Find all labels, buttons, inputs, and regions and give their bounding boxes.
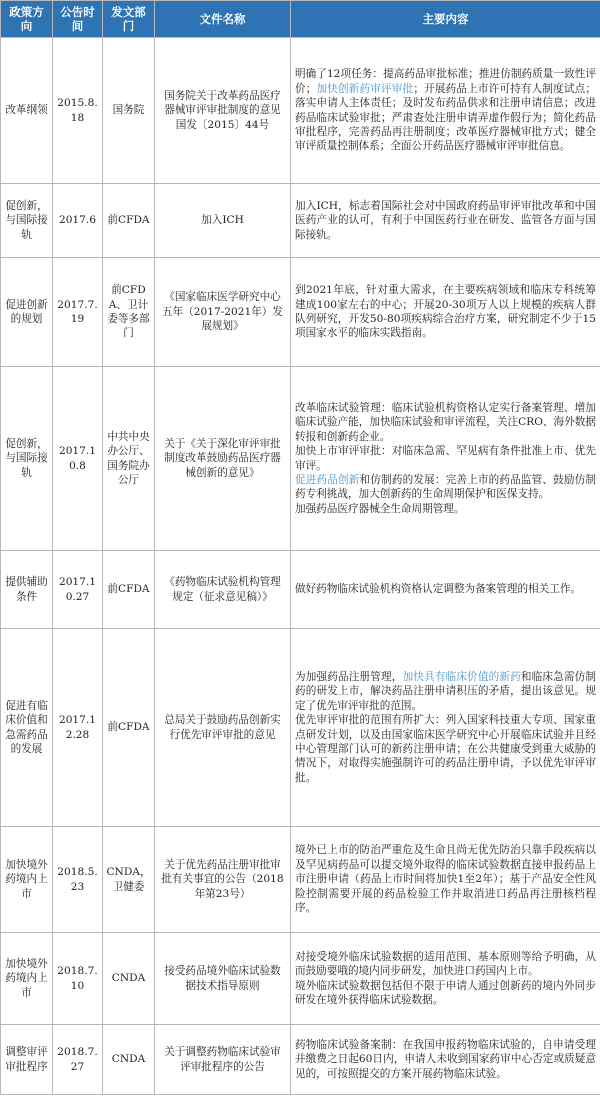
doc-cell: 总局关于鼓励药品创新实行优先审评审批的意见: [155, 629, 291, 827]
content-text: 境外临床试验数据包括但不限于申请人通过创新药的境内外同步研发在境外获得临床试验数据。: [295, 979, 596, 1006]
content-cell: [291, 367, 600, 551]
policy-cell: 改革纲领: [1, 38, 53, 184]
dept-cell: CNDA: [103, 933, 155, 1025]
content-text: ；开展药品上市许可持有人制度试点；落实申请人主体责任；及时发布药品供求和注册申请信息；改进药品临床试验审批；严肃查处注册申请弄虚作假行为；简化药品审批程序，完善药品再注册制度；改革医疗器械审批方式；健全审评质量控制体系；全面公开药品医疗器械审评审批信息。: [295, 82, 597, 153]
table-row: [1, 38, 600, 184]
highlighted-text: 加快具有临床价值的新药: [402, 670, 521, 683]
dept-cell: CNDA，卫健委: [103, 827, 155, 933]
dept-cell: 前CFDA: [103, 629, 155, 827]
table-row: [1, 933, 600, 1025]
table-row: [1, 827, 600, 933]
content-cell: [291, 258, 600, 367]
content-text: 境外已上市的防治严重危及生命且尚无优先防治只靠手段疾病以及罕见病药品可以提交境外取得的临床试验数据直接申报药品上市注册申请（药品上市时间将加快1至2年）；基于产品安全性风险控制需要开展的药品检验工作并取消进口药品再注册核档程序。: [295, 844, 596, 915]
content-cell: [291, 629, 600, 827]
highlighted-text: 加快创新药审评审批: [316, 82, 414, 95]
content-text: 为加强药品注册管理，: [295, 670, 403, 683]
policy-cell: 调整审评审批程序: [1, 1025, 53, 1095]
doc-cell: 加入ICH: [155, 184, 291, 258]
content-paragraph: [295, 979, 596, 1008]
doc-cell: 接受药品境外临床试验数据技术指导原则: [155, 933, 291, 1025]
header-policy-direction: 政策方向: [1, 1, 53, 38]
policy-cell: 促创新，与国际接轨: [1, 367, 53, 551]
table-row: [1, 258, 600, 367]
date-cell: 2017.7.19: [53, 258, 103, 367]
content-text: 和临床急需仿制药的研发上市，解决药品注册申请积压的矛盾，提出该意见。规定了优先审评审批的范围。: [295, 670, 597, 712]
content-cell: [291, 827, 600, 933]
dept-cell: 前CFDA、卫计委等多部门: [103, 258, 155, 367]
table-row: [1, 367, 600, 551]
doc-cell: 《药物临床试验机构管理规定（征求意见稿）》: [155, 551, 291, 629]
content-paragraph: [295, 502, 596, 516]
policy-cell: 加快境外药境内上市: [1, 827, 53, 933]
policy-cell: 促进有临床价值和急需药品的发展: [1, 629, 53, 827]
date-cell: 2017.12.28: [53, 629, 103, 827]
header-issuing-dept: 发文部门: [103, 1, 155, 38]
content-paragraph: [295, 473, 596, 502]
policy-cell: 促进创新的规划: [1, 258, 53, 367]
date-cell: 2018.5.23: [53, 827, 103, 933]
content-paragraph: [295, 670, 596, 713]
highlighted-text: 促进药品创新: [295, 473, 360, 486]
date-cell: 2018.7.27: [53, 1025, 103, 1095]
table-header-row: [1, 1, 600, 38]
content-text: 明确了12项任务：提高药品审批标准；推进仿制药质量一致性评价；: [295, 68, 596, 95]
content-paragraph: [295, 283, 596, 341]
doc-cell: 《国家临床医学研究中心五年（2017-2021年）发展规划》: [155, 258, 291, 367]
content-cell: [291, 551, 600, 629]
content-cell: [291, 933, 600, 1025]
date-cell: 2017.10.8: [53, 367, 103, 551]
policy-cell: 加快境外药境内上市: [1, 933, 53, 1025]
date-cell: 2017.10.27: [53, 551, 103, 629]
content-text: 和仿制药的发展：完善上市的药品监管、鼓励仿制药专利挑战，加大创新药的生命周期保护和医保支持。: [295, 473, 597, 501]
content-cell: [291, 38, 600, 184]
content-paragraph: [295, 713, 596, 785]
doc-cell: 关于调整药物临床试验审评审批程序的公告: [155, 1025, 291, 1095]
header-main-content: 主要内容: [291, 1, 600, 38]
content-text: 改革临床试验管理：临床试验机构资格认定实行备案管理、增加临床试验产能，加快临床试验和审评流程，关注CRO、海外数据转报和创新药企业。: [295, 401, 596, 443]
doc-cell: 国务院关于改革药品医疗器械审评审批制度的意见国发〔2015〕44号: [155, 38, 291, 184]
content-text: 到2021年底，针对重大需求，在主要疾病领域和临床专科统筹建成100家左右的中心；开展20-30项万人以上规模的疾病人群队列研究，开发50-80项疾病综合治疗方案，研究制定不少于15项国家水平的临床实践指南。: [295, 284, 596, 340]
dept-cell: 前CFDA: [103, 184, 155, 258]
content-text: 优先审评审批的范围有所扩大：列入国家科技重大专项、国家重点研发计划，以及由国家临床医学研究中心开展临床试验并且经中心管理部门认可的新药注册申请；在公共健康受到重大威胁的情况下，对取得实施强制许可的药品注册申请，予以优先审评审批。: [295, 714, 596, 784]
header-document-name: 文件名称: [155, 1, 291, 38]
doc-cell: 关于优先药品注册审批审批有关事宜的公告（2018年第23号）: [155, 827, 291, 933]
date-cell: 2017.6: [53, 184, 103, 258]
content-paragraph: [295, 67, 596, 153]
content-paragraph: [295, 950, 596, 979]
dept-cell: 中共中央办公厅、国务院办公厅: [103, 367, 155, 551]
content-text: 做好药物临床试验机构资格认定调整为备案管理的相关工作。: [295, 583, 582, 596]
content-text: 药物临床试验备案制：在我国申报药物临床试验的，自申请受理并缴费之日起60日内，申请人未收到国家药审中心否定或质疑意见的，可按照提交的方案开展药物临床试验。: [295, 1038, 596, 1080]
policy-cell: 促创新，与国际接轨: [1, 184, 53, 258]
policy-cell: 提供辅助条件: [1, 551, 53, 629]
content-paragraph: [295, 444, 596, 473]
table-row: [1, 1025, 600, 1095]
content-cell: [291, 184, 600, 258]
header-announce-date: 公告时间: [53, 1, 103, 38]
date-cell: 2018.7.10: [53, 933, 103, 1025]
content-cell: [291, 1025, 600, 1095]
dept-cell: 前CFDA: [103, 551, 155, 629]
content-text: 加入ICH，标志着国际社会对中国政府药品审评审批改革和中国医药产业的认可，有利于中国医药行业在研发、监管各方面与国际接轨。: [295, 199, 596, 241]
table-row: [1, 551, 600, 629]
date-cell: 2015.8.18: [53, 38, 103, 184]
content-paragraph: [295, 199, 596, 242]
content-paragraph: [295, 843, 596, 915]
doc-cell: 关于《关于深化审评审批制度改革鼓励药品医疗器械创新的意见》: [155, 367, 291, 551]
table-row: [1, 629, 600, 827]
dept-cell: CNDA: [103, 1025, 155, 1095]
content-paragraph: [295, 582, 596, 596]
dept-cell: 国务院: [103, 38, 155, 184]
content-text: 加快上市审评审批：对临床急需、罕见病有条件批准上市、优先审评。: [295, 445, 596, 472]
content-text: 加强药品医疗器械全生命周期管理。: [295, 502, 465, 515]
content-text: 对接受境外临床试验数据的适用范围、基本原则等给予明确，从而鼓励要哦的境内同步研发，加快进口药国内上市。: [295, 950, 596, 978]
content-paragraph: [295, 401, 596, 444]
table-row: [1, 184, 600, 258]
content-paragraph: [295, 1038, 596, 1081]
